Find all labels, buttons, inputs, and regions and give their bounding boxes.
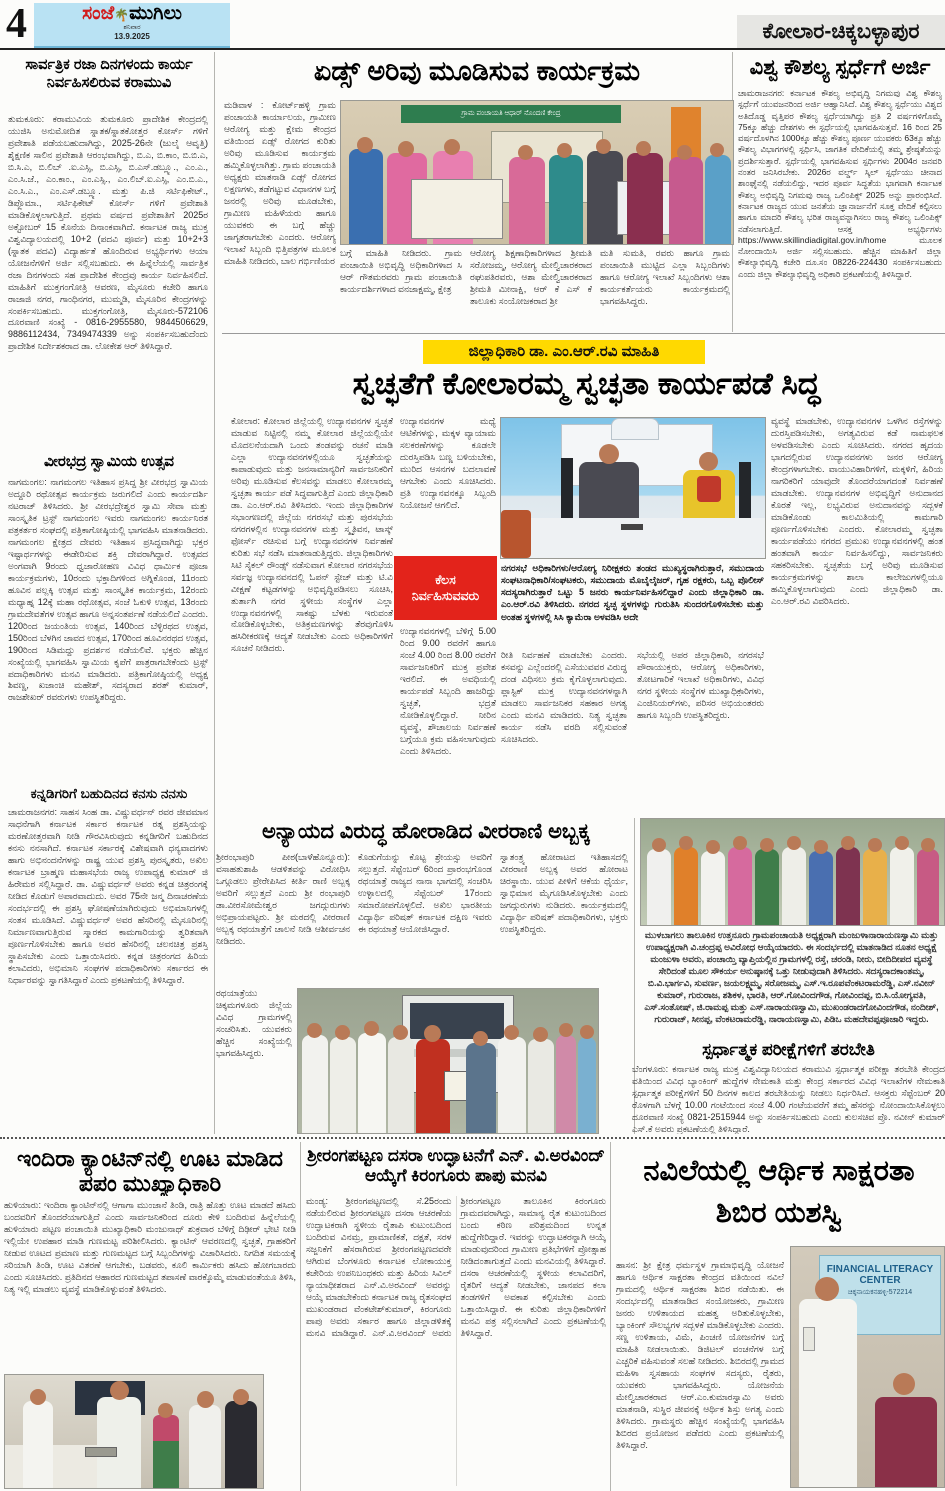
article-body-navile: ಹಾಸನ: ಶ್ರೀ ಕ್ಷೇತ್ರ ಧರ್ಮಸ್ಥಳ ಗ್ರಾಮಾಭಿವೃದ್ಧಿ ಯೋಜನೆ ಹಾಗೂ ಆರ್ಥಿಕ ಸಾಕ್ಷರತಾ ಕೇಂದ್ರದ ವತಿಯಿಂದ ನವಿಲೆ ಗ್ರಾಮದಲ್ಲಿ ಆರ್ಥಿಕ ಸಾಕ್ಷರತಾ ಶಿಬಿರ ನಡೆಯಿತು. ಈ ಸಂದರ್ಭದಲ್ಲಿ ಮಾತನಾಡಿದ ಸಂಯೋಜಕರು, ಗ್ರಾಮೀಣ ಜನರು ಉಳಿತಾಯದ ಮಹತ್ವ ಅರಿತುಕೊಳ್ಳಬೇಕು, ಬ್ಯಾಂಕಿಂಗ್ ಸೌಲಭ್ಯಗಳ ಸದ್ಬಳಕೆ ಮಾಡಿಕೊಳ್ಳಬೇಕು ಎಂದರು. ಸಣ್ಣ ಉಳಿತಾಯ, ವಿಮೆ, ಪಿಂಚಣಿ ಯೋಜನೆಗಳ ಬಗ್ಗೆ ಮಾಹಿತಿ ನೀಡಲಾಯಿತು. ಡಿಜಿಟಲ್ ವಂಚನೆಗಳ ಬಗ್ಗೆ ಎಚ್ಚರಿಕೆ ವಹಿಸುವಂತೆ ಸಲಹೆ ನೀಡಿದರು. ಶಿಬಿರದಲ್ಲಿ ಗ್ರಾಮದ ಮಹಿಳಾ ಸ್ವಸಹಾಯ ಸಂಘಗಳ ಸದಸ್ಯರು, ರೈತರು, ಯುವಕರು ಭಾಗವಹಿಸಿದ್ದರು. ಯೋಜನೆಯ ಮೇಲ್ವಿಚಾರಕರಾದ ಆರ್.ಎಂ.ಕುಮಾರಸ್ವಾಮಿ ಅವರು ಮಾತನಾಡಿ, ಸುಸ್ಥಿರ ಜೀವನಕ್ಕೆ ಆರ್ಥಿಕ ಶಿಸ್ತು ಅಗತ್ಯ ಎಂದು ತಿಳಿಸಿದರು. ಗ್ರಾಮಸ್ಥರು ಹೆಚ್ಚಿನ ಸಂಖ್ಯೆಯಲ್ಲಿ ಭಾಗವಹಿಸಿ ಶಿಬಿರದ ಪ್ರಯೋಜನ ಪಡೆದರು ಎಂದು ಪ್ರಕಟಣೆಯಲ್ಲಿ ತಿಳಿಸಿದ್ದಾರೆ. xyxy=(616,1260,784,1450)
photo-rathayatra-group xyxy=(297,988,599,1134)
person-figure xyxy=(518,145,533,160)
person-figure xyxy=(674,847,698,925)
person-figure xyxy=(549,155,583,244)
article-body-aids-left: ಮಡಿವಾಳ : ಕೋರ್ಟ್‌ಹಳ್ಳಿ ಗ್ರಾಮ ಪಂಚಾಯತಿ ಕಾರ್ಯಾಲಯ, ಗ್ರಾಮೀಣ ಆರೋಗ್ಯ ಮತ್ತು ಕ್ಷೇಮ ಕೇಂದ್ರದ ವತಿಯಿಂದ ಏಡ್ಸ್ ರೋಗದ ಕುರಿತು ಅರಿವು ಮೂಡಿಸುವ ಕಾರ್ಯಕ್ರಮ ಹಮ್ಮಿಕೊಳ್ಳಲಾಗಿತ್ತು. ಗ್ರಾಮ ಪಂಚಾಯತಿ ಅಧ್ಯಕ್ಷರು ಮಾತನಾಡಿ ಏಡ್ಸ್ ರೋಗದ ಲಕ್ಷಣಗಳು, ತಡೆಗಟ್ಟುವ ವಿಧಾನಗಳ ಬಗ್ಗೆ ಜನರಲ್ಲಿ ಅರಿವು ಮೂಡಬೇಕು, ಗ್ರಾಮೀಣ ಮಹಿಳೆಯರು ಹಾಗೂ ಯುವಕರು ಈ ಬಗ್ಗೆ ಹೆಚ್ಚು ಜಾಗೃತರಾಗಬೇಕು ಎಂದರು. ಆರೋಗ್ಯ ಇಲಾಖೆ ಸಿಬ್ಬಂದಿ ಭಿತ್ತಿಪತ್ರಗಳ ಮೂಲಕ ಮಾಹಿತಿ ನೀಡಿದರು, ಬಾಲ ಗರ್ಭಿಣಿಯರ xyxy=(224,100,336,266)
person-figure-officer xyxy=(579,462,639,520)
person-figure xyxy=(647,849,671,925)
article-headline-aids: ಏಡ್ಸ್ ಅರಿವು ಮೂಡಿಸುವ ಕಾರ್ಯಕ್ರಮ xyxy=(313,56,641,86)
person-figure xyxy=(197,1391,214,1408)
article-bold-caption-kolaramma: ನಗರಸಭೆ ಅಧಿಕಾರಿಗಳು/ಆರೋಗ್ಯ ನಿರೀಕ್ಷಕರು ತಂಡದ ಮುಖ್ಯಸ್ಥರಾಗಿರುತ್ತಾರೆ, ಸಮುದಾಯ ಸಂಘಟನಾಧಿಕಾರಿ/ಸಂಘಟಕರು, ಸಮುದಾಯ ಮೊಬೈಲೈಜರ್, ಗೃಹ ರಕ್ಷಕರು, ಒಬ್ಬ ಪೊಲೀಸ್ ಸದಸ್ಯರಾಗಿರುತ್ತಾರೆ ಒಟ್ಟು 5 ಜನರು ಕಾರ್ಯನಿರ್ವಹಿಸಲಿದ್ದಾರೆ ಎಂದು ಜಿಲ್ಲಾಧಿಕಾರಿ ಡಾ. ಎಂ.ಆರ್.ರವಿ ತಿಳಿಸಿದರು. ನಗರದ ಸ್ವಚ್ಛ ಸ್ಥಳಗಳನ್ನು ಗುರುತಿಸಿ ಸುಂದರಗೊಳಿಸಬೇಕು ಮತ್ತು ಅಂತಹ ಸ್ಥಳಗಳಲ್ಲಿ ಸಿಸಿ ಕ್ಯಾಮೆರಾ ಅಳವಡಿಸಿ ಅದೇ xyxy=(501,563,764,622)
photo-glass xyxy=(803,1327,815,1351)
article-body-kolaramma-col-b-top: ಉದ್ಯಾನವನಗಳ ಮಧ್ಯೆ ಆಟಿಕೆಗಳನ್ನು, ಮಕ್ಕಳ ವ್ಯಾಯಾಮ ಸಲಕರಣೆಗಳನ್ನು ಕೂಡಲೇ ದುರಸ್ತಿಪಡಿಸಿ ಬಣ್ಣ ಬಳಿಯಬೇಕು, ಮುರಿದ ಆಸನಗಳ ಬದಲಾವಣೆ ಆಗಬೇಕು ಎಂದು ಸೂಚಿಸಿದರು. ಪ್ರತಿ ಉದ್ಯಾನವನಕ್ಕೂ ಸಿಬ್ಬಂದಿ ನಿಯೋಜನೆ ಆಗಲಿದೆ. xyxy=(400,416,496,510)
person-figure xyxy=(158,1403,173,1418)
person-figure xyxy=(349,149,383,244)
person-figure xyxy=(559,1023,573,1037)
person-figure xyxy=(335,1025,350,1040)
article-body-dasara: ಮಂಡ್ಯ: ಶ್ರೀರಂಗಪಟ್ಟಣದಲ್ಲಿ ಸೆ.25ರಂದು ನಡೆಯಲಿರುವ ಶ್ರೀರಂಗಪಟ್ಟಣ ದಸರಾ ಆಚರಣೆಯ ಉದ್ಘಾಟಕರಾಗಿ ಸ್ಥಳೀಯ ರೈತಾಪಿ ಕುಟುಂಬದಿಂದ ಬಂದಿರುವ ವಿನಮ್ರ, ಪ್ರಾಮಾಣಿಕತೆ, ದಕ್ಷತೆ, ಸರಳ ಸಜ್ಜನಿಕೆಗೆ ಹೆಸರಾಗಿರುವ ಶ್ರೀರಂಗಪಟ್ಟಣದವರೇ ಆಗಿರುವ ಬೆಂಗಳೂರು ಕರ್ನಾಟಕ ಲೋಕಾಯುಕ್ತ ಕಚೇರಿಯ ಉಪನಿಬಂಧಕರು ಮತ್ತು ಹಿರಿಯ ಸಿವಿಲ್ ನ್ಯಾಯಾಧೀಶರಾದ ಎನ್.ವಿ.ಅರವಿಂದ್ ಅವರನ್ನು ಆಯ್ಕೆ ಮಾಡಬೇಕೆಂದು ಕರ್ನಾಟಕ ರಾಜ್ಯ ರೈತಸಂಘದ ಮುಖಂಡರಾದ ವೆಂಕಟೇಶ್‌ಕುಮಾರ್, ಕಿರಂಗೂರು ಪಾಪು ಅವರು ಸರ್ಕಾರ ಹಾಗೂ ಜಿಲ್ಲಾಡಳಿತಕ್ಕೆ ಮನವಿ ಮಾಡಿದ್ದಾರೆ. ಎನ್.ವಿ.ಅರವಿಂದ್ ಅವರು ಶ್ರೀರಂಗಪಟ್ಟಣ ತಾಲೂಕಿನ ಕಿರಂಗೂರು ಗ್ರಾಮದವರಾಗಿದ್ದು, ಸಾಮಾನ್ಯ ರೈತ ಕುಟುಂಬದಿಂದ ಬಂದು ಕಠಿಣ ಪರಿಶ್ರಮದಿಂದ ಉನ್ನತ ಹುದ್ದೆಗೇರಿದ್ದಾರೆ. ಇವರನ್ನು ಉದ್ಘಾಟಕರನ್ನಾಗಿ ಆಯ್ಕೆ ಮಾಡುವುದರಿಂದ ಗ್ರಾಮೀಣ ಪ್ರತಿಭೆಗಳಿಗೆ ಪ್ರೋತ್ಸಾಹ ನೀಡಿದಂತಾಗುತ್ತದೆ ಎಂದು ಮನವಿಯಲ್ಲಿ ತಿಳಿಸಿದ್ದಾರೆ. ದಸರಾ ಆಚರಣೆಯಲ್ಲಿ ಸ್ಥಳೀಯ ಕಲಾವಿದರಿಗೆ, ರೈತರಿಗೆ ಆದ್ಯತೆ ನೀಡಬೇಕು, ಜಾನಪದ ಕಲಾ ತಂಡಗಳಿಗೆ ಅವಕಾಶ ಕಲ್ಪಿಸಬೇಕು ಎಂದು ಒತ್ತಾಯಿಸಿದ್ದಾರೆ. ಈ ಕುರಿತು ಜಿಲ್ಲಾಧಿಕಾರಿಗಳಿಗೆ ಮನವಿ ಪತ್ರ ಸಲ್ಲಿಸಲಾಗಿದೆ ಎಂದು ಪ್ರಕಟಣೆಯಲ್ಲಿ ತಿಳಿಸಿದ್ದಾರೆ. xyxy=(306,1196,606,1338)
person-figure xyxy=(782,847,806,925)
person-figure xyxy=(388,1037,414,1133)
photo-financial-literacy xyxy=(790,1246,945,1488)
article-body-veerabhadra: ನಾಗಮಂಗಲ: ನಾಗಮಂಗಲ ಇತಿಹಾಸ ಪ್ರಸಿದ್ದ ಶ್ರೀ ವೀರಭದ್ರ ಸ್ವಾಮಿಯ ಅದ್ದೂರಿ ರಥೋತ್ಸವ ಕಾರ್ಯಕ್ರಮ ಜರುಗಲಿದೆ ಎಂದು ಕಾರ್ಯದರ್ಶಿ ನಟರಾಜ್ ತಿಳಿಸಿದರು. ಶ್ರೀ ವೀರಭದ್ರೇಶ್ವರ ಸ್ವಾಮಿ ಸೇವಾ ಮತ್ತು ಸಾಂಸ್ಕೃತಿಕ ಟ್ರಸ್ಟ್ ನಾಗಮಂಗಲ ಇವರು ನಾಗಮಂಗಲ ಕಾರ್ಯನಿರತ ಪತ್ರಕರ್ತರ ಸಂಘದಲ್ಲಿ ಪತ್ರಿಕಾಗೋಷ್ಠಿಯಲ್ಲಿ ಭಾಗವಹಿಸಿ ಮಾತನಾಡಿದರು. ನಾಗಮಂಗಲ ಕ್ಷೇತ್ರದ ದೇವರು ಇತಿಹಾಸ ಪ್ರಸಿದ್ಧವಾಗಿದ್ದು ಭಕ್ತರ ಇಷ್ಟಾರ್ಥಗಳನ್ನು ಈಡೇರಿಸುವ ಶಕ್ತಿ ದೇವರಾಗಿದ್ದಾರೆ. ಉತ್ಸವದ ಅಂಗವಾಗಿ 9ರಂದು ಧ್ವಜಾರೋಹಣ ವಿವಿಧ ಧಾರ್ಮಿಕ ಪೂಜಾ ಕಾರ್ಯಕ್ರಮಗಳು, 10ರಂದು ಭಕ್ತಾದಿಗಳಿಂದ ಅಗ್ನಿಕೊಂಡ, 11ರಂದು ಹೂವಿನ ಪಲ್ಲಕ್ಕಿ ಉತ್ಸವ ಮತ್ತು ಸಾಂಸ್ಕೃತಿಕ ಕಾರ್ಯಕ್ರಮ, 12ರಂದು ಮಧ್ಯಾಹ್ನ 12ಕ್ಕೆ ಮಹಾ ರಥೋತ್ಸವ, ಸಂಜೆ ಓಕುಳಿ ಉತ್ಸವ, 13ರಂದು ಗ್ರಾಮದೇವತೆಗಳ ಉತ್ಸವ ಹಾಗೂ ಅನ್ನಸಂತರ್ಪಣೆ ನಡೆಯಲಿದೆ ಎಂದರು. 120ರಿಂದ ಜಯಂತಿಯ ಉತ್ಸವ, 140ರಿಂದ ಬೆಳ್ಳಿರಥದ ಉತ್ಸವ, 150ರಿಂದ ಬೆಳಗಿನ ಜಾವದ ಉತ್ಸವ, 170ರಿಂದ ಹೂವಿನರಥದ ಉತ್ಸವ, 190ರಿಂದ ಸಿಡಿಮದ್ದು ಪ್ರದರ್ಶನ ನಡೆಯಲಿವೆ. ಭಕ್ತರು ಹೆಚ್ಚಿನ ಸಂಖ್ಯೆಯಲ್ಲಿ ಭಾಗವಹಿಸಿ ಸ್ವಾಮಿಯ ಕೃಪೆಗೆ ಪಾತ್ರರಾಗಬೇಕೆಂದು ಟ್ರಸ್ಟ್ ಪದಾಧಿಕಾರಿಗಳು ಮನವಿ ಮಾಡಿದರು. ಪತ್ರಿಕಾಗೋಷ್ಠಿಯಲ್ಲಿ ಅಧ್ಯಕ್ಷ ಶಿವಣ್ಣ, ಖಜಾಂಚಿ ಮಹೇಶ್, ಸದಸ್ಯರಾದ ಶರತ್ ಕುಮಾರ್, ರಾಜಶೇಖರ್ ರವರುಗಳು ಉಪಸ್ಥಿತರಿದ್ದರು. xyxy=(8,477,208,703)
section-rule xyxy=(222,333,945,334)
article-body-kolaramma-col-d: ವ್ಯವಸ್ಥೆ ಮಾಡಬೇಕು, ಉದ್ಯಾನವನಗಳ ಒಳಗಿನ ರಸ್ತೆಗಳನ್ನು ದುರಸ್ತಿಪಡಿಸಬೇಕು, ಅಗತ್ಯವಿರುವ ಕಡೆ ನಾಮಫಲಕ ಅಳವಡಿಸಬೇಕು ಎಂದು ಸೂಚಿಸಿದರು. ನಗರದ ಹೃದಯ ಭಾಗದಲ್ಲಿರುವ ಉದ್ಯಾನವನಗಳು ಜನರ ಆರೋಗ್ಯ ಕೇಂದ್ರಗಳಾಗಬೇಕು. ವಾಯುವಿಹಾರಿಗಳಿಗೆ, ಮಕ್ಕಳಿಗೆ, ಹಿರಿಯ ನಾಗರಿಕರಿಗೆ ಯಾವುದೇ ತೊಂದರೆಯಾಗದಂತೆ ನಿರ್ವಹಣೆ ಮಾಡಬೇಕು. ಉದ್ಯಾನವನಗಳ ಅಭಿವೃದ್ಧಿಗೆ ಅನುದಾನದ ಕೊರತೆ ಇಲ್ಲ, ಲಭ್ಯವಿರುವ ಅನುದಾನವನ್ನು ಸದ್ಬಳಕೆ ಮಾಡಿಕೊಂಡು ಕಾಲಮಿತಿಯಲ್ಲಿ ಕಾಮಗಾರಿ ಪೂರ್ಣಗೊಳಿಸಬೇಕು ಎಂದರು. ಕೋಲಾರಮ್ಮ ಸ್ವಚ್ಛತಾ ಕಾರ್ಯಪಡೆಯು ನಗರದ ಪ್ರಮುಖ ಉದ್ಯಾನವನಗಳಲ್ಲಿ ಹಂತ ಹಂತವಾಗಿ ಕಾರ್ಯ ನಿರ್ವಹಿಸಲಿದ್ದು, ಸಾರ್ವಜನಿಕರು ಸಹಕರಿಸಬೇಕು. ಸ್ವಚ್ಛತೆಯ ಬಗ್ಗೆ ಅರಿವು ಮೂಡಿಸುವ ಕಾರ್ಯಕ್ರಮಗಳನ್ನು ಶಾಲಾ ಕಾಲೇಜುಗಳಲ್ಲಿಯೂ ಹಮ್ಮಿಕೊಳ್ಳಲಾಗುವುದು ಎಂದು ಜಿಲ್ಲಾಧಿಕಾರಿ ಡಾ. ಎಂ.ಆರ್.ರವಿ ವಿವರಿಸಿದರು. xyxy=(771,416,943,606)
photo-chair xyxy=(739,462,751,520)
article-body-abbakka-col2: ಕೊಡುಗೆಯನ್ನು ಕೊಟ್ಟ ಶ್ರೇಯಸ್ಸು ಅವರಿಗೆ ಸಲ್ಲುತ್ತದೆ. ಸೆಪ್ಟೆಂಬರ್ 6ರಿಂದ ಪ್ರಾರಂಭಗೊಂಡ ರಥಯಾತ್ರೆ ರಾಜ್ಯದ ನಾನಾ ಭಾಗದಲ್ಲಿ ಸಂಚರಿಸಿ ಉಳ್ಳಾಲದಲ್ಲಿ ಸೆಪ್ಟೆಂಬರ್ 17ರಂದು ಸಮಾರೋಪಗೊಳ್ಳಲಿದೆ. ಅಖಿಲ ಭಾರತೀಯ ವಿದ್ಯಾರ್ಥಿ ಪರಿಷತ್ ಕರ್ನಾಟಕ ದಕ್ಷಿಣ ಇವರು ಈ ರಥಯಾತ್ರೆ ಆಯೋಜಿಸಿದ್ದಾರೆ. xyxy=(358,852,492,934)
article-headline-navile: ನವಿಲೆಯಲ್ಲಿ ಆರ್ಥಿಕ ಸಾಕ್ಷರತಾ ಶಿಬಿರ ಯಶಸ್ವಿ xyxy=(643,1155,915,1230)
photo-dc-meeting xyxy=(500,417,766,559)
person-figure-chief-officer xyxy=(110,1381,129,1400)
person-figure xyxy=(189,1405,221,1488)
red-box-line1: ಕೆಲಸ xyxy=(435,572,456,587)
person-figure xyxy=(307,1023,322,1038)
column-divider xyxy=(214,52,215,1134)
photo-phone xyxy=(621,524,643,530)
article-headline-training: ಸ್ಪರ್ಧಾತ್ಮಕ ಪರೀಕ್ಷೆಗಳಿಗೆ ತರಬೇತಿ xyxy=(702,1040,875,1059)
person-figure xyxy=(710,143,724,157)
masthead-date: 13.9.2025 xyxy=(114,31,150,41)
photo-food-tray xyxy=(85,1447,117,1457)
header-rule xyxy=(0,48,945,50)
person-figure xyxy=(233,1389,249,1405)
masthead xyxy=(34,3,230,49)
person-figure xyxy=(701,851,725,925)
photo-foreground-object xyxy=(501,510,531,558)
article-body-kolaramma-col-c1: ರೀತಿ ನಿರ್ವಹಣೆ ಮಾಡಬೇಕು ಎಂದರು. ಕಸವನ್ನು ಎಲ್ಲೆಂದರಲ್ಲಿ ಎಸೆಯುವವರ ವಿರುದ್ಧ ದಂಡ ವಿಧಿಸಲು ಕ್ರಮ ಕೈಗೊಳ್ಳಲಾಗುವುದು. ಪ್ಲಾಸ್ಟಿಕ್ ಮುಕ್ತ ಉದ್ಯಾನವನಗಳನ್ನಾಗಿ ಮಾಡಲು ಸಾರ್ವಜನಿಕರ ಸಹಕಾರ ಅಗತ್ಯ ಎಂದು ಮನವಿ ಮಾಡಿದರು. ನಿತ್ಯ ಸ್ವಚ್ಛತಾ ಕಾರ್ಯ ನಡೆಸಿ ವರದಿ ಸಲ್ಲಿಸುವಂತೆ ಸೂಚಿಸಿದರು. xyxy=(501,650,627,744)
person-figure xyxy=(225,1401,257,1488)
person-figure-officer xyxy=(697,476,721,502)
article-body-ksou: ತುಮಕೂರು: ಕರಾಮುವಿಯ ತುಮಕೂರು ಪ್ರಾದೇಶಿಕ ಕೇಂದ್ರದಲ್ಲಿ ಯುಜಿಸಿ ಅನುಮೋದಿತ ಸ್ನಾತಕ/ಸ್ನಾತಕೋತ್ತರ ಕೋರ್ಸ್ ಗಳಿಗೆ ಪ್ರವೇಶಾತಿ ಪಡೆಯಬಹುದಾಗಿದ್ದು, 2025-26ನೇ (ಜುಲೈ ಆವೃತ್ತಿ) ಶೈಕ್ಷಣಿಕ ಸಾಲಿನ ಪ್ರವೇಶಾತಿ ಆರಂಭವಾಗಿದ್ದು, ಬಿ.ಎ, ಬಿ.ಕಾಂ, ಬಿ.ಬಿ.ಎ, ಬಿ.ಸಿ.ಎ, ಬಿ.ಲಿಬ್ .ಐ.ಎಸ್ಸಿ, ಬಿ.ಎಸ್ಸಿ, ಬಿ.ಎಸ್.ಡಬ್ಲ್ಯೂ., ಎಂ.ಎ., ಎಂ.ಸಿ.ಜೆ., ಎಂ.ಕಾಂ., ಎಂ.ಎಸ್ಸಿ., ಎಂ.ಲಿಬ್.ಐ.ಎಸ್ಸಿ, ಎಂ.ಬಿ.ಎ., ಎಂ.ಸಿ.ಎ., ಎಂ.ಎಸ್.ಡಬ್ಲ್ಯೂ. ಮತ್ತು ಪಿ.ಜಿ ಸರ್ಟಿಫಿಕೇಟ್., ಡಿಪ್ಲೊಮಾ., ಸರ್ಟಿಫಿಕೇಟ್ ಕೋರ್ಸ್ ಗಳಿಗೆ ಪ್ರವೇಶಾತಿ ಮಾಡಿಕೊಳ್ಳಲಾಗುತ್ತಿದೆ. ಪ್ರಥಮ ವರ್ಷದ ಪ್ರವೇಶಾತಿಗೆ 2025ರ ಅಕ್ಟೋಬರ್ 15 ಕೊನೆಯ ದಿನಾಂಕವಾಗಿದೆ. ಕರ್ನಾಟಕ ರಾಜ್ಯ ಮುಕ್ತ ವಿಶ್ವವಿದ್ಯಾಲಯದಲ್ಲಿ 10+2 (ಪದವಿ ಪೂರ್ವ) ಮತ್ತು 10+2+3 (ಸ್ನಾತಕ ಪದವಿ) ವಿದ್ಯಾರ್ಹತೆ ಹೊಂದಿರುವ ಅಭ್ಯರ್ಥಿಗಳು ಆಯಾ ಯೋಜನೆಗಳಿಗೆ ಅರ್ಜಿ ಸಲ್ಲಿಸಬಹುದು. ಈ ಹಿನ್ನೆಲೆಯಲ್ಲಿ ಸಾರ್ವತ್ರಿಕ ರಜಾ ದಿನಗಳಂದು ಸಹ ಪ್ರಾದೇಶಿಕ ಕೇಂದ್ರವು ಕಾರ್ಯ ನಿರ್ವಹಿಸಲಿದೆ. ಮಾಹಿತಿಗೆ ಮುಕ್ತಗಂಗೋತ್ರಿ ಆವರಣ, ಮೈಸೂರು ಕಚೇರಿ ಹಾಗೂ ರಾಜಾಜಿ ನಗರ, ಗಾಂಧಿನಗರ, ಮುಮ್ಮಡಿ, ಮೈಸೂರಿನ ಕೇಂದ್ರಗಳನ್ನು ಸಂಪರ್ಕಿಸಬಹುದು. ಮುಕ್ತಗಂಗೋತ್ರಿ, ಮೈಸೂರು-572106 ದೂರವಾಣಿ ಸಂಖ್ಯೆ - 0816-2955580, 9844506629, 9886112434, 7349474339 ಅನ್ನು ಸಂಪರ್ಕಿಸಬಹುದೆಂದು ಪ್ರಾದೇಶಿಕ ನಿರ್ದೇಶಕರಾದ ಡಾ. ಲೋಕೇಶ ಆರ್ ತಿಳಿಸಿದ್ದಾರೆ. xyxy=(8,114,208,352)
palm-tree-icon: 🌴 xyxy=(114,8,130,22)
person-figure xyxy=(498,1037,526,1133)
person-figure xyxy=(504,1025,519,1040)
article-body-kolaramma-col-b-bottom: ಉದ್ಯಾನವನಗಳಲ್ಲಿ ಬೆಳಿಗ್ಗೆ 5.00 ರಿಂದ 9.00 ರವರೆಗೆ ಹಾಗೂ ಸಂಜೆ 4.00 ರಿಂದ 8.00 ರವರೆಗೆ ಸಾರ್ವಜನಿಕರಿಗೆ ಮುಕ್ತ ಪ್ರವೇಶ ಇರಲಿದೆ. ಈ ಅವಧಿಯಲ್ಲಿ ಕಾರ್ಯಪಡೆ ಸಿಬ್ಬಂದಿ ಹಾಜರಿದ್ದು ಸ್ವಚ್ಛತೆ, ಭದ್ರತೆ ನೋಡಿಕೊಳ್ಳಲಿದ್ದಾರೆ. ನೀರಿನ ವ್ಯವಸ್ಥೆ, ಶೌಚಾಲಯ ನಿರ್ವಹಣೆ ಬಗ್ಗೆಯೂ ಕ್ರಮ ವಹಿಸಲಾಗುವುದು ಎಂದು ತಿಳಿಸಿದರು. xyxy=(400,626,496,756)
article-body-aids-col1: ಬಗ್ಗೆ ಮಾಹಿತಿ ನೀಡಿದರು. ಗ್ರಾಮ ಪಂಚಾಯಿತಿ ಅಭಿವೃದ್ಧಿ ಅಧಿಕಾರಿಗಳಾದ ಸಿ ಆರ್ ಗೌತಮರವರು ಗ್ರಾಮ ಪಂಚಾಯಿತಿ ಕಾರ್ಯದರ್ಶಿಗಳಾದ ವನಜಾಕ್ಷಮ್ಮ, ಕ್ಷೇತ್ರ xyxy=(340,248,462,294)
banner-line2: CENTER xyxy=(859,1275,901,1286)
article-headline-abbakka: ಅನ್ಯಾಯದ ವಿರುದ್ಧ ಹೋರಾಡಿದ ವೀರರಾಣಿ ಅಬ್ಬಕ್ಕ xyxy=(262,820,590,843)
person-figure xyxy=(153,1415,179,1441)
person-figure xyxy=(677,145,692,160)
person-figure xyxy=(466,1043,496,1133)
photo-aids-awareness xyxy=(340,100,734,245)
person-figure xyxy=(528,1039,554,1133)
person-figure xyxy=(890,847,914,925)
person-figure xyxy=(895,836,909,850)
person-figure xyxy=(23,1401,53,1488)
person-figure xyxy=(706,840,720,854)
banner-line1: FINANCIAL LITERACY xyxy=(826,1264,934,1275)
person-figure xyxy=(30,1389,46,1405)
masthead-word2: ಮುಗಿಲು xyxy=(129,3,182,24)
photo-panchayat-group xyxy=(640,818,945,926)
article-body-training: ಬೆಂಗಳೂರು: ಕರ್ನಾಟಕ ರಾಜ್ಯ ಮುಕ್ತ ವಿಶ್ವವಿದ್ಯಾನಿಲಯದ ಕರಾಮುವಿ ಸ್ಪರ್ಧಾತ್ಮಕ ಪರೀಕ್ಷಾ ತರಬೇತಿ ಕೇಂದ್ರದ ವತಿಯಿಂದ ವಿವಿಧ ಬ್ಯಾಂಕಿಂಗ್ ಹುದ್ದೆಗಳ ನೇಮಕಾತಿ ಮತ್ತು ಕೇಂದ್ರ ಸರ್ಕಾರದ ವಿವಿಧ ಇಲಾಖೆಗಳ ನೇಮಕಾತಿ ಸ್ಪರ್ಧಾತ್ಮಕ ಪರೀಕ್ಷೆಗಳಿಗೆ 50 ದಿನಗಳ ಕಾಲದ ತರಬೇತಿಯನ್ನು ನೀಡಲು ನಿರ್ಧರಿಸಿದೆ. ಆಸಕ್ತರು ಸೆಪ್ಟೆಂಬರ್ 20 ರೊಳಗಾಗಿ ಬೆಳಗ್ಗೆ 10.00 ಗಂಟೆಯಿಂದ ಸಂಜೆ 4.00 ಗಂಟೆಯವರೆಗೆ ತಮ್ಮ ಹೆಸರನ್ನು ನೋಂದಾಯಿಸಿಕೊಳ್ಳಲು ದೂರವಾಣಿ ಸಂಖ್ಯೆ 0821-2515944 ಅನ್ನು ಸಂಪರ್ಕಿಸಬಹುದು ಎಂದು ಕುಲಸಚಿವ ಪ್ರೊ. ನವೀನ್ ಕುಮಾರ್ ಎಸ್.ಕೆ ಅವರು ಪ್ರಕಟಣೆಯಲ್ಲಿ ತಿಳಿಸಿದ್ದಾರೆ. xyxy=(632,1064,945,1134)
masthead-day: ಶನಿವಾರ xyxy=(123,23,141,31)
person-figure xyxy=(917,849,939,925)
person-figure xyxy=(556,1035,576,1133)
person-figure-seated-woman xyxy=(875,1397,937,1487)
person-figure xyxy=(814,840,828,854)
person-figure xyxy=(755,849,779,925)
person-figure xyxy=(330,1037,356,1133)
dotted-separator xyxy=(0,1137,945,1139)
photo-poster xyxy=(411,179,503,239)
photo-framed-picture xyxy=(444,1071,468,1101)
person-figure xyxy=(509,157,545,244)
person-figure xyxy=(302,1035,328,1133)
person-figure xyxy=(836,847,860,925)
page-number: 4 xyxy=(6,1,27,47)
person-figure xyxy=(596,139,611,154)
region-label: ಕೋಲಾರ-ಚಿಕ್ಕಬಳ್ಳಾಪುರ xyxy=(737,15,945,48)
person-figure xyxy=(364,1021,379,1036)
article-headline-skills: ವಿಶ್ವ ಕೌಶಲ್ಯ ಸ್ಪರ್ಧೆಗೆ ಅರ್ಜಿ xyxy=(749,56,931,79)
person-figure xyxy=(733,836,747,850)
person-figure xyxy=(393,1025,408,1040)
person-figure xyxy=(863,849,887,925)
person-figure xyxy=(868,838,882,852)
person-figure-officer xyxy=(699,452,718,471)
person-figure xyxy=(841,836,855,850)
banner-line3: ಚಿಕ್ಕನಾಯಕನಹಳ್ಳಿ-572214 xyxy=(847,1289,913,1296)
person-figure xyxy=(636,141,651,156)
photo-indira-canteen xyxy=(4,1374,264,1489)
person-figure xyxy=(728,847,752,925)
article-headline-kolaramma: ಸ್ವಚ್ಛತೆಗೆ ಕೋಲಾರಮ್ಮ ಸ್ವಚ್ಛತಾ ಕಾರ್ಯಪಡೆ ಸಿದ್ಧ xyxy=(352,366,821,401)
person-figure-seated-woman xyxy=(893,1373,915,1395)
article-headline-canteen: ಇಂದಿರಾ ಕ್ಯಾಂಟಿನ್‌ನಲ್ಲಿ ಊಟ ಮಾಡಿದ ಪಪಂ ಮುಖ್ಯಾಧಿಕಾರಿ xyxy=(17,1146,283,1196)
person-figure xyxy=(679,836,693,850)
article-body-kolaramma-col-a: ಕೋಲಾರ: ಕೋಲಾರ ಜಿಲ್ಲೆಯಲ್ಲಿ ಉದ್ಯಾನವನಗಳ ಸ್ವಚ್ಛತೆ ಮಾಡುವ ನಿಟ್ಟಿನಲ್ಲಿ ನಮ್ಮ ಕೋಲಾರ ಜಿಲ್ಲೆಯಲ್ಲಿಯೇ ಮೊದಲನೆಯದಾಗಿ ಒಂದು ತಂಡವನ್ನು ರಚನೆ ಮಾಡಿ ಎಲ್ಲಾ ಉದ್ಯಾನವನಗಳಲ್ಲಿಯೂ ಸ್ವಚ್ಛತೆಯನ್ನು ಕಾಪಾಡುವುದು ಮತ್ತು ಜನಸಾಮಾನ್ಯರಿಗೆ ಸಾರ್ವಜನಿಕರಿಗೆ ಅರಿವು ಮೂಡಿಸುವ ಕೆಲಸವನ್ನು ಮಾಡಲು ಕೋಲಾರಮ್ಮ ಸ್ವಚ್ಛತಾ ಕಾರ್ಯ ಪಡೆ ಸಿದ್ಧವಾಗುತ್ತಿದೆ ಎಂದು ಜಿಲ್ಲಾಧಿಕಾರಿ ಡಾ. ಎಂ.ಆರ್.ರವಿ ತಿಳಿಸಿದರು. ಇಂದು ಜಿಲ್ಲಾಧಿಕಾರಿಗಳ ಸಭಾಂಗಣದಲ್ಲಿ ಜಿಲ್ಲೆಯ ನಗರಸಭೆ ಮತ್ತು ಪುರಸಭೆಯ ನಗರಗಳಲ್ಲಿನ ಉದ್ಯಾನವನಗಳ ಮತ್ತು ಸ್ಮೃತಿವನ, ಟಾಸ್ಕ್ ಫೋರ್ಸ್ ರಚಿಸುವ ಬಗ್ಗೆ ಉದ್ಯಾನವನಗಳ ನಿರ್ವಹಣೆ ಕುರಿತು ಸಭೆ ನಡೆಸಿ ಮಾತನಾಡುತ್ತಿದ್ದರು. ಜಿಲ್ಲಾಧಿಕಾರಿಗಳು ಸಿಟಿ ಸೈಕಲ್ ರೌಂಡ್ಸ್ ನಡೆಸುವಾಗ ಕೋಲಾರ ನಗರಸಭೆಯ ಸರ್ವಜ್ಞ ಉದ್ಯಾನವನದಲ್ಲಿ ಓಪನ್ ಸ್ಟೇಜ್ ಮತ್ತು ಟಿ.ವಿ ವೀಕ್ಷಣೆ ಕಟ್ಟಡಗಳನ್ನು ಅಭಿವೃದ್ಧಿಪಡಿಸಲು ಸೂಚಿಸಿ, ತುರ್ತಾಗಿ ನಗರ ಸ್ಥಳೀಯ ಸಂಸ್ಥೆಗಳ ಎಲ್ಲಾ ಉದ್ಯಾನವನಗಳಲ್ಲಿ ಸಾಕಷ್ಟು ಬೆಳಕು ಇರುವಂತೆ ನೋಡಿಕೊಳ್ಳಬೇಕು, ಅತಿಕ್ರಮಣಗಳನ್ನು ತೆರವುಗೊಳಿಸಿ ಹಸಿರೀಕರಣಕ್ಕೆ ಆದ್ಯತೆ ನೀಡಬೇಕು ಎಂದು ಅಧಿಕಾರಿಗಳಿಗೆ ಸೂಚನೆ ನೀಡಿದರು. xyxy=(231,416,393,654)
task-force-red-box xyxy=(394,556,497,620)
person-figure-chief-officer xyxy=(97,1397,141,1488)
person-figure-officer xyxy=(599,444,619,464)
person-figure xyxy=(627,153,663,244)
article-body-aids-col3: ಮತಿ ಸುಮತಿ, ರವರು ಹಾಗೂ ಗ್ರಾಮ ಪಂಚಾಯಿತಿ ಮುಟ್ಟಿದ ಎಲ್ಲಾ ಸಿಬ್ಬಂದಿಗಳು ಹಾಗೂ ಆರೋಗ್ಯ ಇಲಾಖೆ ಸಿಬ್ಬಂದಿಗಳು ಆಶಾ ಕಾರ್ಯಕರ್ತೆಯರು ಕಾರ್ಯಕ್ರಮದಲ್ಲಿ ಭಾಗವಹಿಸಿದ್ದರು. xyxy=(600,248,730,306)
person-figure xyxy=(444,139,460,155)
column-divider xyxy=(610,1142,611,1491)
article-body-abbakka-col1: ಶ್ರೀರಂಭಾಪುರಿ ಪೀಠ(ಬಾಳೆಹೊನ್ನೂರು): ವಸಾಹತುಶಾಹಿ ಆಡಳಿತವನ್ನು ವಿರೋಧಿಸಿ ಒಗ್ಗೂಡಲು ಪ್ರೇರೇಪಿಸಿದ ಕೀರ್ತಿ ರಾಣಿ ಅಬ್ಬಕ್ಕ ಅವರಿಗೆ ಸಲ್ಲುತ್ತದೆ ಎಂದು ಶ್ರೀ ರಂಭಾಪುರಿ ಡಾ.ವೀರಸೋಮೇಶ್ವರ ಜಗದ್ಗುರುಗಳು ಅಭಿಪ್ರಾಯಪಟ್ಟರು. ಶ್ರೀ ಮಠದಲ್ಲಿ ವೀರರಾಣಿ ಅಬ್ಬಕ್ಕ ರಥಯಾತ್ರೆಗೆ ಚಾಲನೆ ನೀಡಿ ಆಶೀರ್ವಚನ ನೀಡಿದರು. xyxy=(216,852,350,946)
person-figure xyxy=(473,1031,488,1046)
person-figure xyxy=(580,1025,594,1039)
photo-chair xyxy=(561,458,573,520)
photo-caption-panchayat: ಮುಳಬಾಗಲು ತಾಲೂಕಿನ ಉತ್ತನೂರು ಗ್ರಾಮಪಂಚಾಯತಿ ಅಧ್ಯಕ್ಷರಾಗಿ ಮಂಜುಳಾನಾರಾಯಣಸ್ವಾಮಿ ಮತ್ತು ಉಪಾಧ್ಯಕ್ಷರಾಗಿ ವಿ.ಚಂದ್ರಪ್ಪ ಅವಿರೋಧ ಆಯ್ಕೆಯಾದರು. ಈ ಸಂದರ್ಭದಲ್ಲಿ ಮಾತನಾಡಿದ ನೂತನ ಅಧ್ಯಕ್ಷೆ ಮಂಜುಳಾ ಅವರು, ಪಂಚಾಯ್ತಿ ವ್ಯಾಪ್ತಿಯಲ್ಲಿನ ಗ್ರಾಮಗಳಲ್ಲಿ ರಸ್ತೆ, ಚರಂಡಿ, ನೀರು, ಬೀದಿದೀಪದ ವ್ಯವಸ್ಥೆ ಸೇರಿದಂತೆ ಮೂಲ ಸೌಕರ್ಯ ಅನುಷ್ಠಾನಕ್ಕೆ ಒತ್ತು ನೀಡುವುದಾಗಿ ತಿಳಿಸಿದರು. ಸದಸ್ಯರಾದಕಾಂತಮ್ಮ, ಬಿ.ವಿ.ಭಾರ್ಗವಿ, ಸುವರ್ಣ, ಜಯಲಕ್ಷ್ಮಮ್ಮ, ಸರೋಜಮ್ಮ, ಎಸ್.ಇ.ರೂಪವೆಂಕಟರಾಮರೆಡ್ಡಿ, ಎಸ್.ನವೀನ್ ಕುಮಾರ್, ಗುರುರಾಜ, ಶಶಿಕಳ, ಭಾರತಿ, ಆರ್.ಗೋವಿಂದಗೌಡ, ಗೋವಿಂದಪ್ಪ, ಬಿ.ಸಿ.ಯೋಗ್ಯವತಿ, ಎಸ್.ಸಂತೋಷ್, ಜಿ.ರಾಮಪ್ಪ ಮತ್ತು ಎಸ್.ನಾರಾಯಣಸ್ವಾಮಿ, ಮುಖಂಡರಾದಗೋವಿಂದಗೌಡ, ನಂದೀಶ್, ಗುರುರಾಜ್, ಸೀನಪ್ಪ, ವೆಂಕಟರಾಮರೆಡ್ಡಿ, ನಾರಾಯಣಸ್ವಾಮಿ, ಪಿಡಿಒ ಮಹದೇವಪ್ಪಪೂಜಾರಿ ಇದ್ದರು. xyxy=(644,930,939,1024)
photo-building-sign: ಗ್ರಾಮ ಪಂಚಾಯತಿ ಆಧಾರ್ ನೊಂದಣಿ ಕೇಂದ್ರ xyxy=(401,105,621,123)
article-body-skills: ಚಾಮರಾಜನಗರ: ಕರ್ನಾಟಕ ಕೌಶಲ್ಯ ಅಭಿವೃದ್ಧಿ ನಿಗಮವು ವಿಶ್ವ ಕೌಶಲ್ಯ ಸ್ಪರ್ಧೆಗೆ ಯುವಜನರಿಂದ ಅರ್ಜಿ ಆಹ್ವಾನಿಸಿದೆ. ವಿಶ್ವ ಕೌಶಲ್ಯ ಸ್ಪರ್ಧೆಯು ವಿಶ್ವದ ಅತಿದೊಡ್ಡ ವೃತ್ತಿಪರ ಕೌಶಲ್ಯ ಸ್ಪರ್ಧೆಯಾಗಿದ್ದು ಪ್ರತಿ 2 ವರ್ಷಗಳಿಗೊಮ್ಮೆ 75ಕ್ಕೂ ಹೆಚ್ಚು ದೇಶಗಳು ಈ ಸ್ಪರ್ಧೆಯಲ್ಲಿ ಭಾಗವಹಿಸುತ್ತವೆ. 16 ರಿಂದ 25 ವರ್ಷದೊಳಗಿನ 1000ಕ್ಕೂ ಹೆಚ್ಚು ಕೌಶಲ್ಯ ಪೂರ್ಣ ಯುವಕರು 63ಕ್ಕೂ ಹೆಚ್ಚು ಕೌಶಲ್ಯ ವಿಭಾಗಗಳಲ್ಲಿ ಸ್ಪರ್ಧಿಸಿ, ಜಾಗತಿಕ ವೇದಿಕೆಯಲ್ಲಿ ತಮ್ಮ ಶ್ರೇಷ್ಠತೆಯನ್ನು ಪ್ರದರ್ಶಿಸುತ್ತಾರೆ. ಸ್ಪರ್ಧೆಯಲ್ಲಿ ಭಾಗವಹಿಸುವ ಸ್ಪರ್ಧಿಗಳು 2004ರ ಜನವರಿ ನಂತರ ಜನಿಸಿರಬೇಕು. 2026ರ ವರ್ಲ್ಡ್ ಸ್ಕಿಲ್ ಸ್ಪರ್ಧೆಯು ಚೀನಾದ ಶಾಂಘೈನಲ್ಲಿ ನಡೆಯಲಿದ್ದು, ಇದರ ಪೂರ್ವ ಸಿದ್ಧತೆಯ ಭಾಗವಾಗಿ ಕರ್ನಾಟಕ ಕೌಶಲ್ಯ ಅಭಿವೃದ್ಧಿ ನಿಗಮವು ರಾಜ್ಯ ಒಲಿಂಪಿಕ್ಸ್ 2025 ಅನ್ನು ಪ್ರಾರಂಭಿಸಿದೆ. ಕರ್ನಾಟಕ ರಾಜ್ಯದ ಯುವ ಜನತೆಯ ಜ್ಞಾನಾರ್ಜನೆಗೆ ಸೂಕ್ತ ವೇದಿಕೆ ಕಲ್ಪಿಸಲು ಹಾಗೂ ಮಾದರಿ ಕೌಶಲ್ಯ ಭರಿತ ರಾಜ್ಯವನ್ನಾಗಿಸಲು ರಾಜ್ಯ ಕೌಶಲ್ಯ ಒಲಿಂಪಿಕ್ಸ್ ನಡೆಸಲಾಗುತ್ತಿದೆ. ಆಸಕ್ತ ಅಭ್ಯರ್ಥಿಗಳು https://www.skillindiadigital.gov.in/home ಮೂಲಕ ನೋಂದಾಯಿಸಿ ಅರ್ಜಿ ಸಲ್ಲಿಸಬಹುದು. ಹೆಚ್ಚಿನ ಮಾಹಿತಿಗೆ ಜಿಲ್ಲಾ ಕೌಶಲ್ಯಾಭಿವೃದ್ಧಿ ಕಚೇರಿ ದೂ.ಸಂ 08226-224430 ಸಂಪರ್ಕಿಸಬಹುದು ಎಂದು ಜಿಲ್ಲಾ ಕೌಶಲ್ಯಾಭಿವೃದ್ಧಿ ಅಧಿಕಾರಿ ಪ್ರಕಟಣೆಯಲ್ಲಿ ತಿಳಿಸಿದ್ದಾರೆ. xyxy=(738,88,942,279)
article-body-aids-col2: ಆರೋಗ್ಯ ಶಿಕ್ಷಣಾಧಿಕಾರಿಗಳಾದ ಶ್ರೀಮತಿ ಸರೋಜಮ್ಮ, ಆರೋಗ್ಯ ಮೇಲ್ವಿಚಾರಕರಾದ ರಘುಪತಿರವರು, ಆಶಾ ಮೇಲ್ವಿಚಾರಕರಾದ ಶ್ರೀಮತಿ ಮೀನಾಕ್ಷಿ, ಆರ್ ಕೆ ಎಸ್ ಕೆ ತಾಲೂಕು ಸಂಯೋಜಕರಾದ ಶ್ರೀ xyxy=(470,248,592,306)
article-body-canteen: ಹುಳಿಯಾರು: ಇಂದಿರಾ ಕ್ಯಾಂಟಿನ್‌ನಲ್ಲಿ ಆಗಾಗಾ ಮುಂಜಾನೆ ತಿಂಡಿ, ರಾತ್ರಿ ಹೊತ್ತು ಊಟ ಮಾಡದೆ ಹಸಿದು ಬಂದವರಿಗೆ ತೊಂದರೆಯಾಗುತ್ತಿದೆ ಎಂದು ಸಾರ್ವಜನಿಕರಿಂದ ದೂರು ಕೇಳಿ ಬಂದಿರುವ ಹಿನ್ನೆಲೆಯಲ್ಲಿ ಹುಳಿಯಾರು ಪಟ್ಟಣ ಪಂಚಾಯಿತಿ ಮುಖ್ಯಾಧಿಕಾರಿ ಮಂಜುನಾಥ್ ಶುಕ್ರವಾರ ಬೆಳಿಗ್ಗೆ ದಿಢೀರ್ ಭೇಟಿ ನೀಡಿ ಇಲ್ಲಿಯೇ ಉಪಹಾರ ಮಾಡಿ ಗುಣಮಟ್ಟ ಪರಿಶೀಲಿಸಿದರು. ಕ್ಯಾಂಟಿನ್ ಆವರಣದಲ್ಲಿ ಸ್ವಚ್ಛತೆ, ಗ್ರಾಹಕರಿಗೆ ನೀಡುವ ಊಟದ ಪ್ರಮಾಣ ಮತ್ತು ಗುಣಮಟ್ಟದ ಬಗ್ಗೆ ಸಿಬ್ಬಂದಿಗಳನ್ನು ವಿಚಾರಿಸಿದರು. ನಿಗದಿತ ಸಮಯಕ್ಕೆ ಸರಿಯಾಗಿ ತಿಂಡಿ, ಊಟ ವಿತರಣೆ ಆಗಬೇಕು, ಬಡವರು, ಕೂಲಿ ಕಾರ್ಮಿಕರು ಹಸಿದು ಹೋಗಬಾರದು ಎಂದು ಸೂಚಿಸಿದರು. ಪ್ರತಿದಿನದ ಆಹಾರದ ಗುಣಮಟ್ಟದ ತಪಾಸಣೆ ವಾರಕ್ಕೊಮ್ಮೆ ಮಾಡುವಂತೆಯೂ ತಿಳಿಸಿ, ನಿತ್ಯ ಇಲ್ಲಿ ಮಾಡಲು ವ್ಯವಸ್ಥೆ ಮಾಡಿಕೊಳ್ಳುವಂತೆ ತಿಳಿಸಿದರು. xyxy=(4,1200,296,1294)
article-body-kolaramma-col-c2: ಸಭೆಯಲ್ಲಿ ಅಪರ ಜಿಲ್ಲಾಧಿಕಾರಿ, ನಗರಸಭೆ ಪೌರಾಯುಕ್ತರು, ಆರೋಗ್ಯ ಅಧಿಕಾರಿಗಳು, ತೋಟಗಾರಿಕೆ ಇಲಾಖೆ ಅಧಿಕಾರಿಗಳು, ವಿವಿಧ ನಗರ ಸ್ಥಳೀಯ ಸಂಸ್ಥೆಗಳ ಮುಖ್ಯಾಧಿಕ಼ಾರಿಗಳು, ಎಂಜಿನಿಯರ್‌ಗಳು, ಪರಿಸರ ಅಭಿಯಂತರರು ಹಾಗೂ ಸಿಬ್ಬಂದಿ ಉಪಸ್ಥಿತರಿದ್ದರು. xyxy=(637,650,764,720)
person-figure xyxy=(669,157,703,244)
person-figure xyxy=(705,155,731,244)
article-kicker-kolaramma: ಜಿಲ್ಲಾಧಿಕಾರಿ ಡಾ. ಎಂ.ಆರ್.ರವಿ ಮಾಹಿತಿ xyxy=(423,340,705,364)
article-body-abbakka-col3: ಸ್ವಾತಂತ್ರ್ಯ ಹೋರಾಟದ ಇತಿಹಾಸದಲ್ಲಿ ವೀರರಾಣಿ ಅಬ್ಬಕ್ಕ ಅವರ ಹೋರಾಟ ಚಿರಸ್ಥಾಯಿ. ಯುವ ಪೀಳಿಗೆ ಆಕೆಯ ಧೈರ್ಯ, ಸ್ವಾಭಿಮಾನ ಮೈಗೂಡಿಸಿಕೊಳ್ಳಬೇಕು ಎಂದು ಜಗದ್ಗುರುಗಳು ನುಡಿದರು. ಕಾರ್ಯಕ್ರಮದಲ್ಲಿ ವಿದ್ಯಾರ್ಥಿ ಪರಿಷತ್ ಪದಾಧಿಕಾರಿಗಳು, ಭಕ್ತರು ಉಪಸ್ಥಿತರಿದ್ದರು. xyxy=(500,852,628,934)
person-figure xyxy=(578,1037,596,1133)
person-figure-saint xyxy=(424,1025,441,1042)
person-figure xyxy=(809,851,833,925)
person-figure xyxy=(398,141,414,157)
person-figure xyxy=(787,836,801,850)
person-figure xyxy=(533,1027,548,1042)
person-figure-speaker xyxy=(815,1277,839,1301)
photo-building-dome xyxy=(611,418,659,440)
masthead-word1: ಸಂಜೆ xyxy=(82,3,115,24)
column-divider xyxy=(300,1142,301,1491)
red-box-line2: ನಿರ್ವಹಿಸುವವರು xyxy=(411,589,480,603)
person-figure xyxy=(358,1033,386,1133)
article-headline-dasara: ಶ್ರೀರಂಗಪಟ್ಟಣ ದಸರಾ ಉದ್ಘಾಟನೆಗೆ ಎನ್. ವಿ.ಅರವಿಂದ್ ಆಯ್ಕೆಗೆ ಕಿರಂಗೂರು ಪಾಪು ಮನವಿ xyxy=(307,1146,605,1186)
article-headline-ksou: ಸಾರ್ವತ್ರಿಕ ರಜಾ ದಿನಗಳಂದು ಕಾರ್ಯ ನಿರ್ವಹಿಸಲಿರುವ ಕರಾಮುವಿ xyxy=(25,57,193,92)
article-headline-veerabhadra: ವೀರಭದ್ರ ಸ್ವಾಮಿಯ ಉತ್ಸವ xyxy=(43,453,175,470)
person-figure xyxy=(652,838,666,852)
article-headline-kannadiga: ಕನ್ನಡಿಗರಿಗೆ ಬಹುದಿನದ ಕನಸು ನನಸು xyxy=(30,786,188,801)
person-figure xyxy=(921,838,935,852)
article-body-abbakka-narrow: ರಥಯಾತ್ರೆಯು ಚಿಕ್ಕಮಗಳೂರು ಜಿಲ್ಲೆಯ ವಿವಿಧ ಗ್ರಾಮಗಳಲ್ಲಿ ಸಂಚರಿಸಿತು. ಯುವಕರು ಹೆಚ್ಚಿನ ಸಂಖ್ಯೆಯಲ್ಲಿ ಭಾಗವಹಿಸಿದ್ದರು. xyxy=(216,988,292,1058)
person-figure xyxy=(357,137,373,153)
article-body-kannadiga: ಚಾಮರಾಜನಗರ: ಸಾಹಸ ಸಿಂಹ ಡಾ. ವಿಷ್ಣುವರ್ಧನ್ ರವರ ಜೀವಮಾನ ಸಾಧನೆಗಾಗಿ ಕರ್ನಾಟಕ ಸರ್ಕಾರ ಕರ್ನಾಟಕ ರತ್ನ ಪ್ರಶಸ್ತಿಯನ್ನು ಮರಣೋತ್ತರವಾಗಿ ನೀಡಿ ಗೌರವಿಸಿರುವುದು ಕನ್ನಡಿಗರಿಗೆ ಬಹುದಿನದ ಕನಸು ನನಸಾಗಿದೆ. ಕರ್ನಾಟಕ ಸರ್ಕಾರಕ್ಕೆ ವಿಶೇಷವಾಗಿ ಧನ್ಯವಾದಗಳು ಹಾಗು ಅಭಿನಂದನೆಗಳನ್ನು ರಾಷ್ಟ್ರ ಯುವ ಪ್ರಶಸ್ತಿ ಪುರಸ್ಕೃತರು, ಅಖಿಲ ಕರ್ನಾಟಕ ಬ್ರಾಹ್ಮಣ ಮಹಾಸಭೆಯ ರಾಜ್ಯ ಉಪಾಧ್ಯಕ್ಷ ಕುಮಾರ್ ಜಿ ಹಿರೇಮಠ ಸಲ್ಲಿಸಿದ್ದಾರೆ. ಡಾ. ವಿಷ್ಣುವರ್ಧನ್ ಅವರು ಕನ್ನಡ ಚಿತ್ರರಂಗಕ್ಕೆ ನೀಡಿದ ಕೊಡುಗೆ ಅಪಾರವಾದುದು. ಅವರ 75ನೇ ಜನ್ಮ ದಿನಾಚರಣೆಯ ಸಂದರ್ಭದಲ್ಲಿ ಈ ಪ್ರಶಸ್ತಿ ಘೋಷಣೆಯಾಗಿರುವುದು ಅಭಿಮಾನಿಗಳಲ್ಲಿ ಸಂತಸ ಮೂಡಿಸಿದೆ. ವಿಷ್ಣುವರ್ಧನ್ ಅವರ ಹೆಸರಿನಲ್ಲಿ ಮೈಸೂರಿನಲ್ಲಿ ನಿರ್ಮಾಣವಾಗುತ್ತಿರುವ ಸ್ಮಾರಕದ ಕಾಮಗಾರಿಯನ್ನು ತ್ವರಿತವಾಗಿ ಪೂರ್ಣಗೊಳಿಸಬೇಕು ಹಾಗೂ ಅವರ ಹೆಸರಿನಲ್ಲಿ ಚಲನಚಿತ್ರ ಪ್ರಶಸ್ತಿ ಸ್ಥಾಪಿಸಬೇಕು ಎಂದು ಒತ್ತಾಯಿಸಿದರು. ಕನ್ನಡ ಚಿತ್ರರಂಗದ ಹಿರಿಯ ಕಲಾವಿದರು, ಅಭಿಮಾನಿ ಸಂಘಗಳ ಪದಾಧಿಕಾರಿಗಳು ಸರ್ಕಾರದ ಈ ನಿರ್ಧಾರವನ್ನು ಸ್ವಾಗತಿಸಿದ್ದಾರೆ ಎಂದು ಪ್ರಕಟಣೆಯಲ್ಲಿ ತಿಳಿಸಿದ್ದಾರೆ. xyxy=(8,807,208,985)
person-figure xyxy=(557,143,572,158)
person-figure xyxy=(760,838,774,852)
